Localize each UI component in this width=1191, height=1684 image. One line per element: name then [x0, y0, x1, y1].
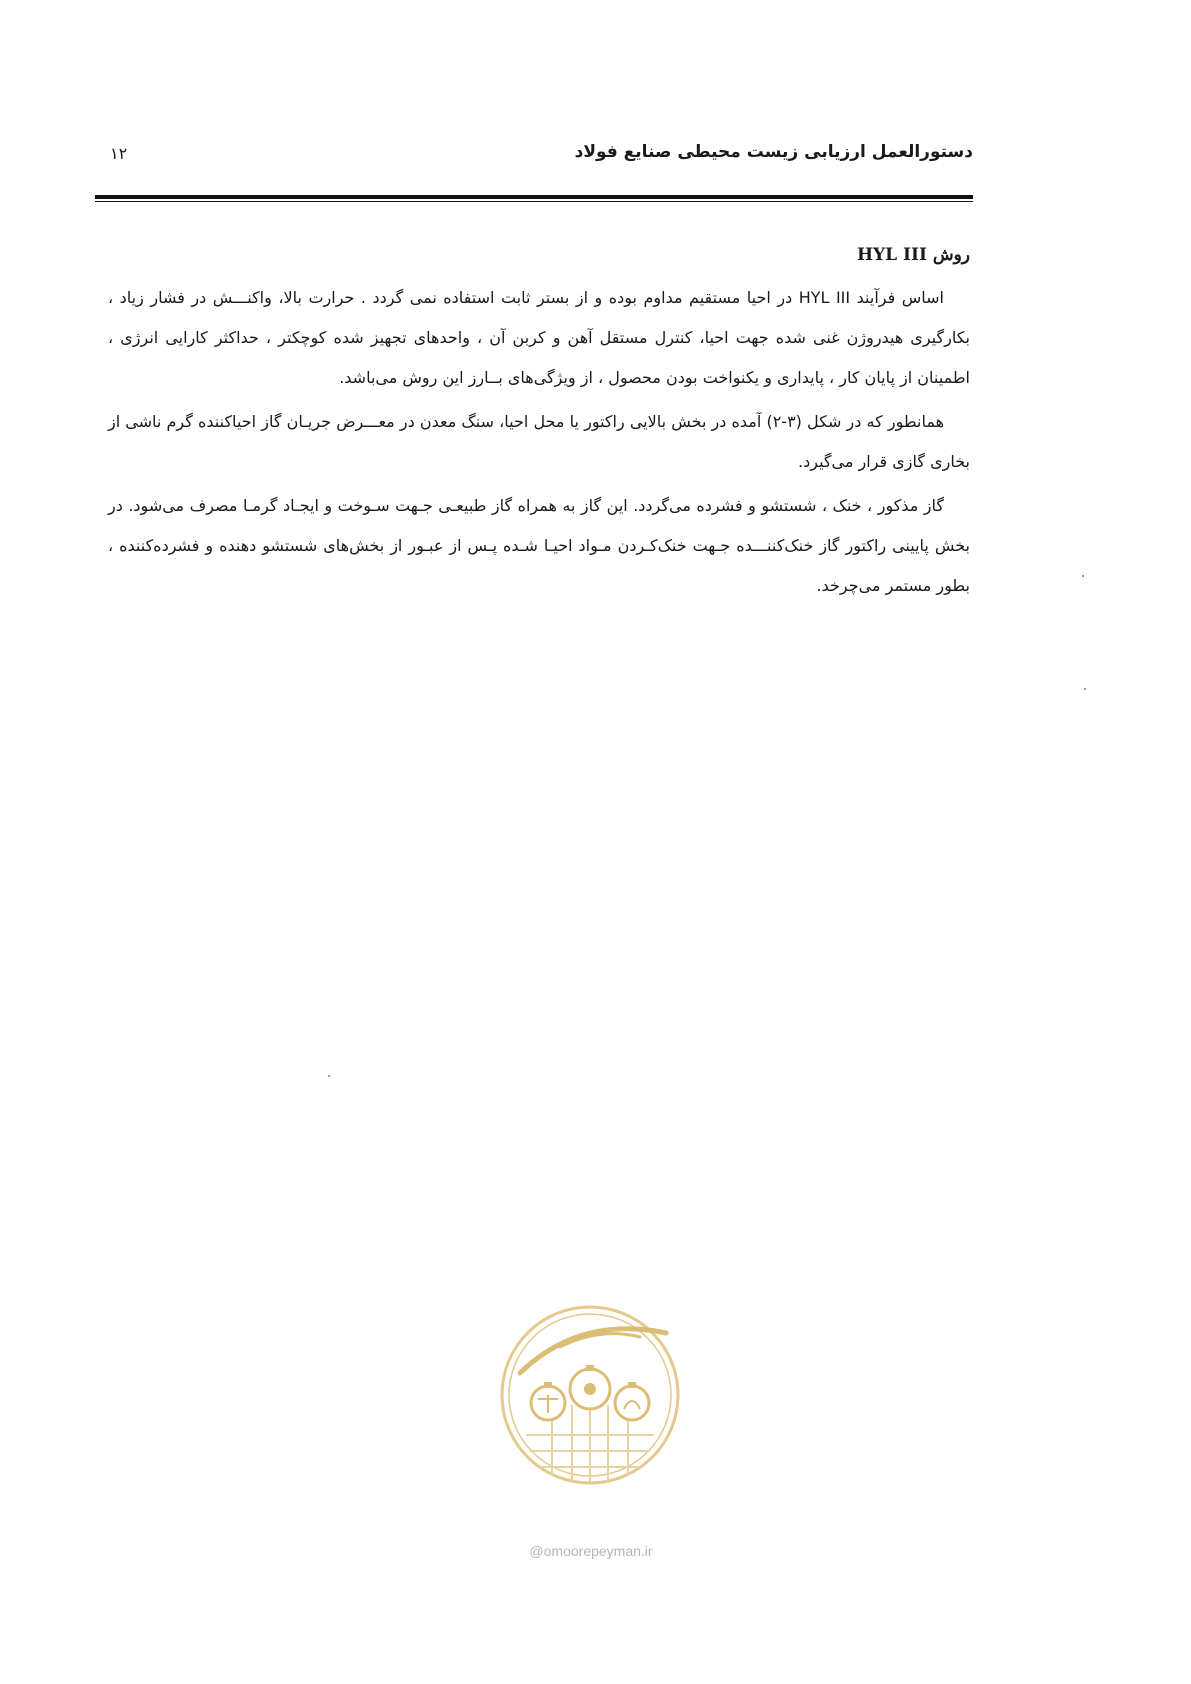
scan-speck	[1084, 688, 1086, 690]
header-rule-thin	[95, 201, 973, 202]
page-number: ۱۲	[110, 144, 128, 163]
paragraph-reactor-lower: گاز مذکور ، خنک ، شستشو و فشرده می‌گردد. این گاز به همراه گاز طبیعـی جـهت سـوخت و ایجـاد گرمـا مصرف می‌شود. در بخش پایینی راکتور گاز خنک‌کننـــده جـهت خنک‌کـردن مـواد احیـا شـده پـس از عبـور از بخش‌های شستشو دهنده و فشرده‌کننده ، بطور مستمر می‌چرخد.	[108, 496, 970, 595]
scan-speck	[328, 1075, 330, 1077]
section-heading: روش HYL III	[856, 245, 970, 265]
header-rule-thick	[95, 195, 973, 199]
paragraph-process-basis: اساس فرآیند HYL III در احیا مستقیم مداوم بوده و از بستر ثابت استفاده نمی گردد . حرارت بالا، واکنـــش در فشار زیاد ، بکارگیری هیدروژن غنی شده جهت احیا، کنترل مستقل آهن و کربن آن ، واحدهای تجهیز شده کوچکتر ، حداکثر کارایی انرژی ، اطمینان از پایان کار ، پایداری و یکنواخت بودن محصول ، از ویژگی‌های بــارز این روش می‌باشد.	[108, 288, 970, 387]
running-header-title: دستورالعمل ارزیابی زیست محیطی صنایع فولاد	[574, 142, 973, 162]
watermark-url: @omoorepeyman.ir	[529, 1543, 653, 1559]
scan-speck	[1082, 575, 1084, 577]
watermark-stamp-logo	[490, 1275, 690, 1515]
main-content	[108, 240, 970, 610]
paragraph-reactor-upper: همانطور که در شکل (۳-۲) آمده در بخش بالایی راکتور یا محل احیا، سنگ معدن در معـــرض جریـان گاز احیاکننده گرم ناشی از بخاری گازی قرار می‌گیرد.	[108, 412, 970, 471]
page-header	[95, 138, 973, 168]
